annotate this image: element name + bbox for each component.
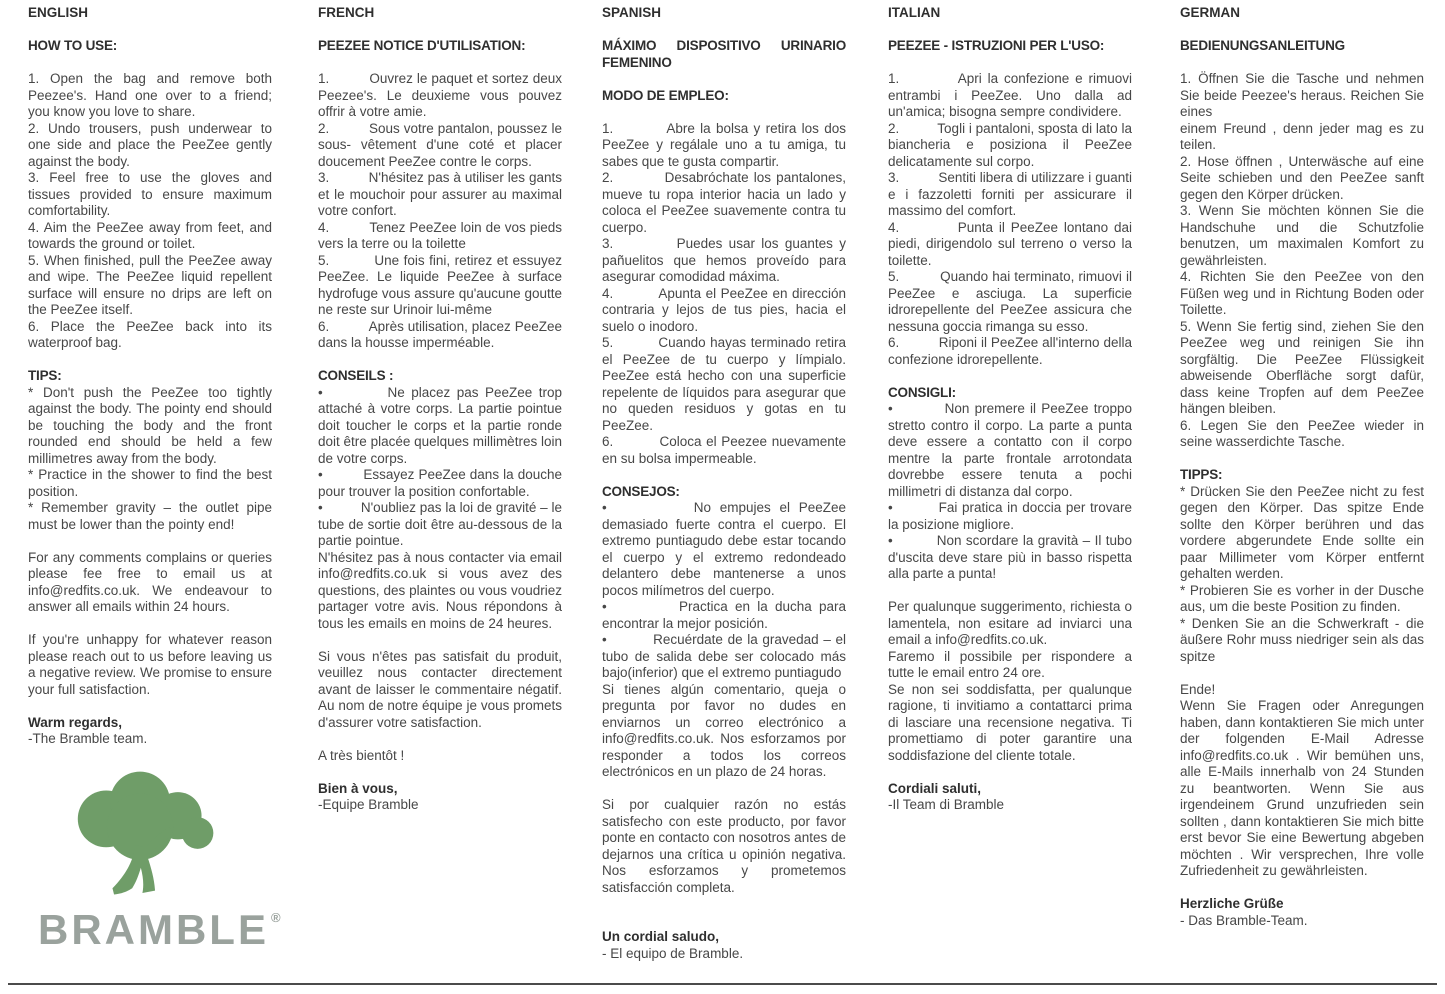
- paragraph: 2. Desabróchate los pantalones, mueve tu ropa interior hacia un lado y coloca el PeeZee suavemente contra tu cuerpo.: [602, 170, 846, 235]
- column-italian: [888, 5, 1132, 814]
- paragraph: 5. Wenn Sie fertig sind, ziehen Sie den PeeZee weg und reinigen Sie ihn sorgfältig. Die PeeZee Flüssigkeit abweisende Oberfläche sorgt dafür, dass keine Tropfen auf dem PeeZee hängen bleiben.: [1180, 318, 1424, 416]
- section-heading: PEEZEE - ISTRUZIONI PER L'USO:: [888, 38, 1105, 53]
- blank-line: [28, 533, 272, 550]
- column-english: [28, 5, 272, 748]
- registered-trademark-icon: ®: [270, 910, 281, 925]
- section-heading: TIPPS:: [1180, 467, 1223, 482]
- paragraph: 3. N'hésitez pas à utiliser les gants et le mouchoir pour assurer au maximal votre confort.: [318, 170, 562, 218]
- column-german: [1180, 5, 1424, 929]
- paragraph: -Equipe Bramble: [318, 797, 419, 812]
- blank-line: [318, 22, 562, 39]
- blank-line: [602, 781, 846, 798]
- section-heading: HOW TO USE:: [28, 38, 118, 53]
- paragraph: 1. Open the bag and remove both Peezee's. Hand one over to a friend; you know you love to share.: [28, 71, 272, 119]
- paragraph: 5. When finished, pull the PeeZee away and wipe. The PeeZee liquid repellent surface will ensure no drips are left on the PeeZee itself.: [28, 252, 272, 317]
- paragraph: 3. Sentiti libera di utilizzare i guanti e i fazzoletti forniti per assicurare il massimo del comfort.: [888, 170, 1132, 218]
- blank-line: [318, 731, 562, 748]
- blank-line: [1180, 451, 1424, 468]
- paragraph: Si por cualquier razón no estás satisfecho con este producto, por favor ponte en contacto con nosotros antes de dejarnos una crítica u opinión negativa. Nos esforzamos y prometemos satisfacción completa.: [602, 797, 846, 895]
- paragraph: 2. Hose öffnen , Unterwäsche auf eine Seite schieben und den PeeZee sanft gegen den Körper drücken.: [1180, 153, 1424, 202]
- paragraph: • No empujes el PeeZee demasiado fuerte contra el cuerpo. El extremo puntiagudo debe estar tocando el cuerpo y el extremo redondeado delantero debe mantenerse a unos pocos milímetros del cuerpo.: [602, 500, 846, 598]
- signoff-line: Un cordial saludo,: [602, 929, 720, 944]
- paragraph: Wenn Sie Fragen oder Anregungen haben, dann kontaktieren Sie mich unter der folgenden E-Mail Adresse info@redfits.co.uk . Wir bemühen uns, alle E-Mails innerhalb von 24 Stunden zu beantworten. Wenn Sie aus irgendeinem Grund unzufrieden sein sollten , dann kontaktieren Sie mich bitte erst bevor Sie eine Bewertung abgeben möchten . Wir versprechen, Ihre volle Zufriedenheit zu gewährleisten.: [1180, 698, 1424, 878]
- section-heading: CONSIGLI:: [888, 384, 956, 400]
- column-french: [318, 5, 562, 814]
- paragraph: 2. Togli i pantaloni, sposta di lato la biancheria e posiziona il PeeZee delicatamente sul corpo.: [888, 120, 1132, 169]
- language-label: ENGLISH: [28, 5, 89, 20]
- paragraph: 4. Tenez PeeZee loin de vos pieds vers la terre ou la toilette: [318, 219, 562, 251]
- paragraph: • Essayez PeeZee dans la douche pour trouver la position confortable.: [318, 467, 562, 499]
- paragraph: Faremo il possibile per rispondere a tutte le email entro 24 ore.: [888, 648, 1132, 680]
- signoff-line: Warm regards,: [28, 714, 123, 730]
- section-heading: CONSEJOS:: [602, 483, 680, 499]
- paragraph: 5. Quando hai terminato, rimuovi il PeeZee e asciuga. La superficie idrorepellente del PeeZee assicura che nessuna goccia rimanga su esso.: [888, 269, 1132, 334]
- paragraph: * Probieren Sie es vorher in der Dusche aus, um die beste Position zu finden.: [1180, 582, 1424, 614]
- paragraph: N'hésitez pas à nous contacter via email info@redfits.co.uk si vous avez des questions, des plaintes ou vous voudriez partager votre avis. Nous répondons à tous les emails en moins de 24 heures.: [318, 549, 562, 631]
- paragraph: - Das Bramble-Team.: [1180, 912, 1308, 928]
- paragraph: • Practica en la ducha para encontrar la mejor posición.: [602, 599, 846, 631]
- paragraph: • Non premere il PeeZee troppo stretto contro il corpo. La parte a punta deve essere a contatto con il corpo mentre la parte frontale arrotondata dovrebbe essere tenuta a pochi millimetri di distanza dal corpo.: [888, 401, 1132, 499]
- blank-line: [602, 71, 846, 88]
- blank-line: [602, 22, 846, 39]
- page-divider: [8, 983, 1437, 985]
- paragraph: 2. Undo trousers, push underwear to one side and place the PeeZee gently against the body.: [28, 120, 272, 169]
- blank-line: [1180, 665, 1424, 682]
- blank-line: [318, 632, 562, 649]
- paragraph: Si tienes algún comentario, queja o pregunta por favor no dudes en enviarnos un correo electrónico a info@redfits.co.uk. Nos esforzamos por responder a todos los correos electrónicos en un plazo de 24 horas.: [602, 681, 846, 779]
- brand-name: BRAMBLE: [38, 906, 269, 953]
- paragraph: 2. Sous votre pantalon, poussez le sous- vêtement d'une coté et placer doucement PeeZee contre le corps.: [318, 120, 562, 169]
- section-heading: BEDIENUNGSANLEITUNG: [1180, 38, 1345, 53]
- paragraph: For any comments complains or queries please fee free to email us at info@redfits.co.uk. We endeavour to answer all emails within 24 hours.: [28, 549, 272, 614]
- signoff-line: Herzliche Grüße: [1180, 896, 1284, 911]
- blank-line: [1180, 55, 1424, 72]
- blank-line: [888, 583, 1132, 600]
- paragraph: * Don't push the PeeZee too tightly against the body. The pointy end should be touching the body and the front rounded end should be held a few millimetres away from the body.: [28, 384, 272, 466]
- brand-wordmark: [38, 906, 281, 962]
- blank-line: [28, 698, 272, 715]
- paragraph: 1. Ouvrez le paquet et sortez deux Peezee's. Le deuxieme vous pouvez offrir à votre amie.: [318, 71, 562, 119]
- blank-line: [888, 55, 1132, 72]
- paragraph: • N'oubliez pas la loi de gravité – le tube de sortie doit être au-dessous de la partie pointue.: [318, 500, 562, 548]
- paragraph: 3. Puedes usar los guantes y pañuelitos que hemos proveído para asegurar comodidad máxima.: [602, 236, 846, 284]
- section-heading: MODO DE EMPLEO:: [602, 87, 729, 103]
- paragraph: Ende!: [1180, 681, 1216, 697]
- paragraph: 1. Öffnen Sie die Tasche und nehmen Sie beide Peezee's heraus. Reichen Sie eines: [1180, 71, 1424, 119]
- paragraph: -The Bramble team.: [28, 731, 148, 746]
- paragraph: • Non scordare la gravità – Il tubo d'uscita deve stare più in basso rispetta alla parte a punta!: [888, 533, 1132, 581]
- paragraph: - El equipo de Bramble.: [602, 945, 744, 961]
- blank-line: [1180, 22, 1424, 39]
- blank-line: [28, 22, 272, 39]
- paragraph: 1. Abre la bolsa y retira los dos PeeZee y regálale uno a tu amiga, tu sabes que te gusta compartir.: [602, 120, 846, 169]
- paragraph: 6. Coloca el Peezee nuevamente en su bolsa impermeable.: [602, 434, 846, 466]
- language-label: SPANISH: [602, 5, 662, 20]
- paragraph: * Practice in the shower to find the best position.: [28, 467, 272, 499]
- paragraph: 4. Aim the PeeZee away from feet, and towards the ground or toilet.: [28, 219, 272, 251]
- paragraph: A très bientôt !: [318, 747, 405, 763]
- blank-line: [28, 616, 272, 633]
- paragraph: • Ne placez pas PeeZee trop attaché à votre corps. La partie pointue doit toucher le corps et la partie ronde doit être placée quelques millimètres loin de votre corps.: [318, 384, 562, 466]
- paragraph: * Drücken Sie den PeeZee nicht zu fest gegen den Körper. Das spitze Ende sollte den Körper berühren und das vordere abgerundete Ende sollte ein paar Millimeter vom Körper entfernt gehalten werden.: [1180, 483, 1424, 581]
- paragraph: -Il Team di Bramble: [888, 797, 1005, 812]
- signoff-line: Bien à vous,: [318, 780, 398, 796]
- blank-line: [318, 55, 562, 72]
- paragraph: 3. Wenn Sie möchten können Sie die Handschuhe und die Schutzfolie benutzen, um maximalen Komfort zu gewährleisten.: [1180, 203, 1424, 268]
- blank-line: [28, 55, 272, 72]
- paragraph: einem Freund , denn jeder mag es zu teilen.: [1180, 120, 1424, 152]
- blank-line: [888, 22, 1132, 39]
- blank-line: [28, 352, 272, 369]
- paragraph: 3. Feel free to use the gloves and tissues provided to ensure maximum comfortability.: [28, 170, 272, 218]
- paragraph: If you're unhappy for whatever reason please reach out to us before leaving us a negative review. We promise to ensure your full satisfaction.: [28, 632, 272, 697]
- blank-line: [602, 896, 846, 913]
- paragraph: • Recuérdate de la gravedad – el tubo de salida debe ser colocado más bajo(inferior) que el extremo puntiagudo: [602, 632, 846, 680]
- signoff-line: Cordiali saluti,: [888, 780, 982, 796]
- language-label: FRENCH: [318, 5, 375, 20]
- paragraph: 4. Punta il PeeZee lontano dai piedi, dirigendolo sul terreno o verso la toilette.: [888, 219, 1132, 268]
- paragraph: • Fai pratica in doccia per trovare la posizione migliore.: [888, 500, 1132, 532]
- blank-line: [602, 104, 846, 121]
- paragraph: * Denken Sie an die Schwerkraft - die äußere Rohr muss niedriger sein als das spitze: [1180, 615, 1424, 664]
- paragraph: Se non sei soddisfatta, per qualunque ragione, ti invitiamo a contattarci prima di lasciare una recensione negativa. Ti promettiamo di poter garantire una soddisfazione del cliente totale.: [888, 681, 1132, 763]
- paragraph: 6. Après utilisation, placez PeeZee dans la housse imperméable.: [318, 318, 562, 350]
- blank-line: [318, 764, 562, 781]
- paragraph: 4. Apunta el PeeZee en dirección contraria y lejos de tus pies, hacia el suelo o inodoro.: [602, 285, 846, 334]
- bramble-logo: [38, 770, 281, 962]
- paragraph: 6. Legen Sie den PeeZee wieder in seine wasserdichte Tasche.: [1180, 417, 1424, 449]
- blank-line: [1180, 880, 1424, 897]
- blank-line: [602, 467, 846, 484]
- language-label: GERMAN: [1180, 5, 1240, 20]
- blank-line: [888, 764, 1132, 781]
- blank-line: [602, 913, 846, 930]
- blank-line: [888, 368, 1132, 385]
- column-spanish: [602, 5, 846, 962]
- section-heading: TIPS:: [28, 368, 62, 383]
- section-heading: MÁXIMO DISPOSITIVO URINARIO FEMENINO: [602, 38, 846, 70]
- paragraph: 6. Riponi il PeeZee all'interno della confezione idrorepellente.: [888, 335, 1132, 367]
- paragraph: 5. Cuando hayas terminado retira el PeeZee de tu cuerpo y límpialo. PeeZee está hecho con una superficie repelente de líquidos para asegurar que no queden residuos y gotas en tu PeeZee.: [602, 335, 846, 433]
- section-heading: CONSEILS :: [318, 368, 394, 383]
- language-label: ITALIAN: [888, 5, 941, 20]
- paragraph: 5. Une fois fini, retirez et essuyez PeeZee. Le liquide PeeZee à surface hydrofuge vous assure qu'aucune goutte ne reste sur Urinoir lui-même: [318, 252, 562, 317]
- section-heading: PEEZEE NOTICE D'UTILISATION:: [318, 38, 526, 53]
- blank-line: [318, 352, 562, 369]
- tree-icon: [65, 770, 223, 904]
- paragraph: 6. Place the PeeZee back into its waterproof bag.: [28, 318, 272, 350]
- paragraph: 1. Apri la confezione e rimuovi entrambi i PeeZee. Uno dalla ad un'amica; bisogna sempre condividere.: [888, 71, 1132, 119]
- paragraph: * Remember gravity – the outlet pipe must be lower than the pointy end!: [28, 500, 272, 532]
- paragraph: Si vous n'êtes pas satisfait du produit, veuillez nous contacter directement avant de laisser le commentaire négatif. Au nom de notre équipe je vous promets d'assurer votre satisfaction.: [318, 648, 562, 730]
- paragraph: 4. Richten Sie den PeeZee von den Füßen weg und in Richtung Boden oder Toilette.: [1180, 269, 1424, 317]
- paragraph: Per qualunque suggerimento, richiesta o lamentela, non esitare ad inviarci una email a info@redfits.co.uk.: [888, 599, 1132, 647]
